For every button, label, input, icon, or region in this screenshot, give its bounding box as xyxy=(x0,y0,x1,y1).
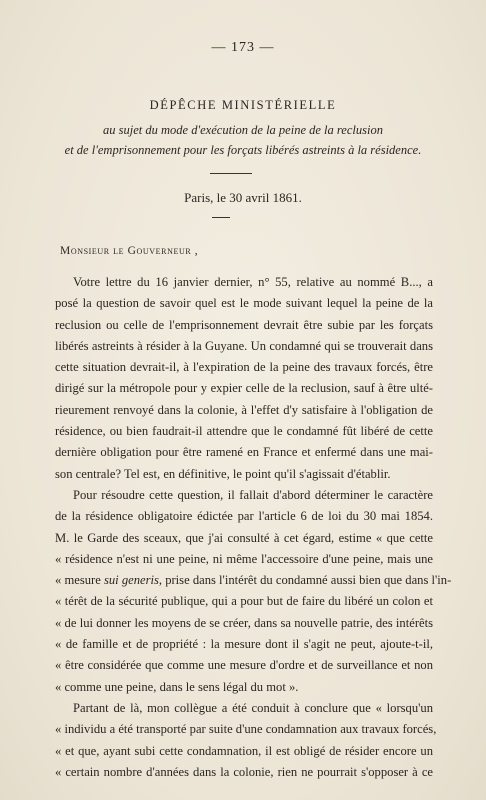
text-line: rieurement renvoyé dans la colonie, à l'effet d'y satisfaire à l'obligation de xyxy=(55,402,433,417)
text-line: « de famille et de propriété : la mesure dont il s'agit ne peut, ajoute-t-il, xyxy=(55,637,433,652)
text-line: Pour résoudre cette question, il fallait d'abord déterminer le caractère xyxy=(73,487,433,502)
text-line: résidence, ou bien faudrait-il attendre que le condamné fût libéré de cette xyxy=(55,424,433,439)
text-line: « certain nombre d'années dans la colonie, rien ne pourrait s'opposer à ce xyxy=(55,764,433,779)
subtitle-line-1: au sujet du mode d'exécution de la peine de la reclusion xyxy=(103,123,383,137)
date-line: Paris, le 30 avril 1861. xyxy=(184,190,302,205)
text-line: son centrale? Tel est, en définitive, le point qu'il s'agissait d'établir. xyxy=(55,466,391,481)
date-rule xyxy=(212,217,230,218)
salutation: Monsieur le Gouverneur , xyxy=(60,245,199,257)
text-segment: , prise dans l'intérêt du condamné aussi bien que dans l'in- xyxy=(158,573,452,588)
title-rule xyxy=(210,173,252,174)
text-line: « individu a été transporté par suite d'une condamnation aux travaux forcés, xyxy=(55,722,437,737)
text-line: libérés astreints à résider à la Guyane. Un condamné qui se trouverait dans xyxy=(55,338,433,353)
text-line: « résidence n'est ni une peine, ni même l'accessoire d'une peine, mais une xyxy=(55,551,433,566)
text-line: dernière obligation pour être ramené en France et enfermé dans une mai- xyxy=(55,445,433,460)
text-line: posé la question de savoir quel est le mode suivant lequel la peine de la xyxy=(55,296,433,311)
text-line: reclusion ou celle de l'emprisonnement devrait être subie par les forçats xyxy=(55,317,433,332)
text-line: Votre lettre du 16 janvier dernier, n° 55, relative au nommé B..., a xyxy=(73,275,433,289)
italic-phrase: sui generis xyxy=(103,573,159,588)
page-number: — 173 — xyxy=(211,40,275,55)
text-line: dirigé sur la métropole pour y expier celle de la reclusion, sauf à être ulté- xyxy=(55,381,433,396)
text-line: « térêt de la sécurité publique, qui a pour but de faire du libéré un colon et xyxy=(55,594,433,609)
text-line: Partant de là, mon collègue a été conduit à conclure que « lorsqu'un xyxy=(73,700,433,715)
text-segment: « mesure xyxy=(55,573,104,588)
subtitle-line-2: et de l'emprisonnement pour les forçats libérés astreints à la résidence. xyxy=(64,143,422,157)
dispatch-title: DÉPÊCHE MINISTÉRIELLE xyxy=(149,98,337,112)
text-line: « et que, ayant subi cette condamnation, il est obligé de résider encore un xyxy=(55,743,433,758)
text-line: « être considérée que comme une mesure d'ordre et de surveillance et non xyxy=(55,658,433,673)
text-line: cette situation devrait-il, à l'expiration de la peine des travaux forcés, être xyxy=(55,360,433,375)
letter-body xyxy=(55,272,452,783)
text-line: de la résidence obligatoire édictée par l'article 6 de loi du 30 mai 1854. xyxy=(55,509,433,524)
text-line: M. le Garde des sceaux, que j'ai consulté à cet égard, estime « que cette xyxy=(55,530,433,545)
text-line: « comme une peine, dans le sens légal du mot ». xyxy=(55,679,299,694)
text-line: « de lui donner les moyens de se créer, dans sa nouvelle patrie, des intérêts xyxy=(55,615,433,630)
text-line-mixed xyxy=(55,570,452,591)
